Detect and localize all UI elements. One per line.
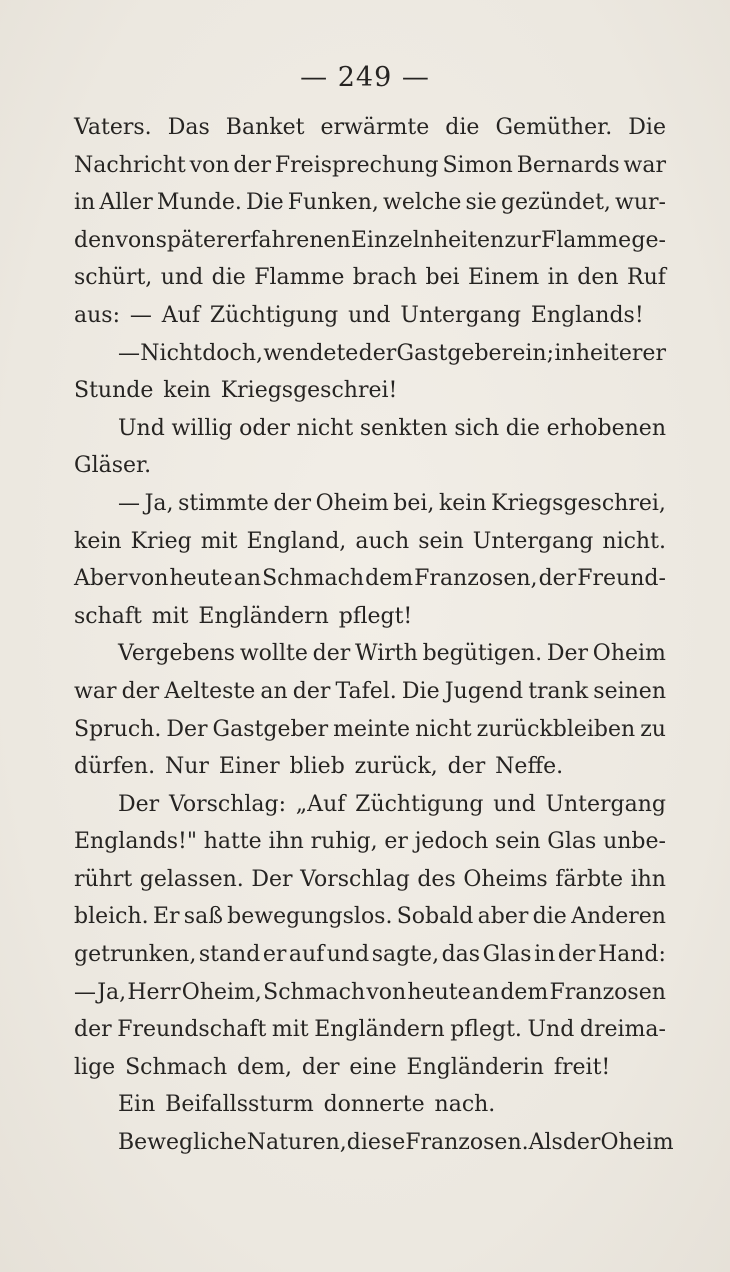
body-text	[74, 109, 674, 1162]
text-line: — Ja, stimmte der Oheim bei, kein Kriegsgeschrei,	[118, 490, 666, 516]
text-line: Spruch. Der Gastgeber meinte nicht zurückbleiben zu	[74, 716, 666, 742]
text-line: Ein Beifallssturm donnerte nach.	[118, 1092, 496, 1118]
text-line: Gläser.	[74, 453, 152, 479]
text-line: den von später erfahrenen Einzelnheiten zur Flamme ge-	[74, 227, 666, 253]
text-line: Der Vorschlag: „Auf Züchtigung und Untergang	[118, 791, 666, 817]
text-line: rührt gelassen. Der Vorschlag des Oheims färbte ihn	[74, 866, 666, 892]
text-line: schürt, und die Flamme brach bei Einem in den Ruf	[74, 265, 666, 291]
text-line: in Aller Munde. Die Funken, welche sie gezündet, wur-	[74, 190, 666, 216]
text-line: schaft mit Engländern pflegt!	[74, 603, 413, 629]
text-line: dürfen. Nur Einer blieb zurück, der Neffe.	[74, 754, 564, 780]
text-line: der Freundschaft mit Engländern pflegt. Und dreima-	[74, 1017, 666, 1043]
text-line: Englands!" hatte ihn ruhig, er jedoch sein Glas unbe-	[74, 829, 666, 855]
text-line: Aber von heute an Schmach dem Franzosen, der Freund-	[74, 566, 666, 592]
text-line: Vaters. Das Banket erwärmte die Gemüther. Die	[74, 115, 666, 140]
text-line: aus: — Auf Züchtigung und Untergang Englands!	[74, 302, 644, 328]
text-line: Stunde kein Kriegsgeschrei!	[74, 378, 398, 404]
text-line: Nachricht von der Freisprechung Simon Bernards war	[74, 152, 666, 178]
text-line: — Nicht doch, wendete der Gastgeber ein; in heiterer	[118, 340, 666, 366]
text-line: war der Aelteste an der Tafel. Die Jugend trank seinen	[74, 678, 666, 704]
text-line: kein Krieg mit England, auch sein Untergang nicht.	[74, 528, 666, 554]
text-line: Vergebens wollte der Wirth begütigen. Der Oheim	[118, 641, 666, 667]
text-line: Bewegliche Naturen, diese Franzosen. Als der Oheim	[118, 1130, 674, 1156]
text-line: — Ja, Herr Oheim, Schmach von heute an dem Franzosen	[74, 979, 666, 1005]
text-line: lige Schmach dem, der eine Engländerin freit!	[74, 1054, 611, 1080]
text-line: bleich. Er saß bewegungslos. Sobald aber die Anderen	[74, 904, 666, 930]
text-line: getrunken, stand er auf und sagte, das Glas in der Hand:	[74, 942, 666, 968]
text-line: Und willig oder nicht senkten sich die erhobenen	[118, 415, 666, 441]
page-number: — 249 —	[300, 62, 430, 93]
